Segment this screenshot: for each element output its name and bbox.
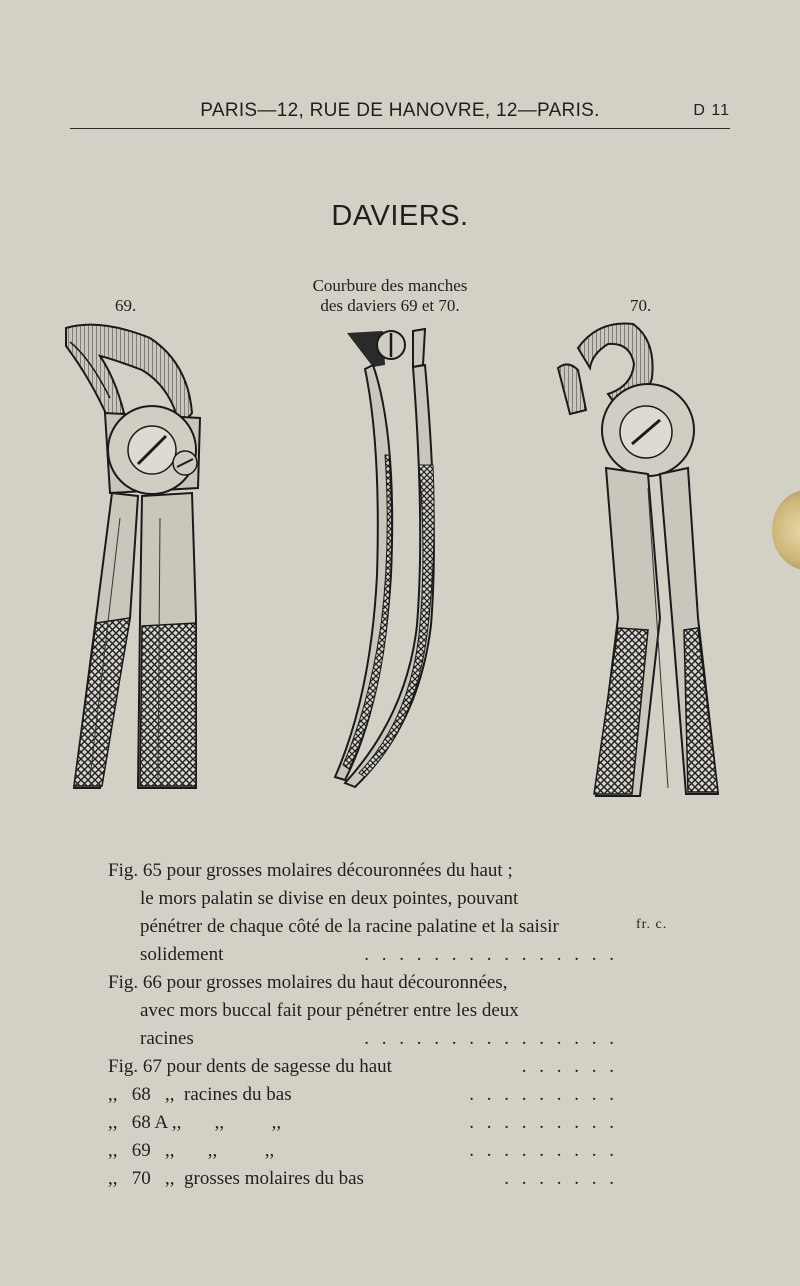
figure-number-69: 69. — [115, 296, 137, 315]
header-title: PARIS—12, RUE DE HANOVRE, 12—PARIS. — [200, 100, 600, 121]
figure-caption — [250, 276, 530, 316]
leader-dots: . . . . . . . . . — [469, 1112, 618, 1133]
list-item: ,, 68 A ,, ,, ,, . . . . . . . . . — [108, 1112, 618, 1133]
leader-dots: . . . . . . . . . . . . . . . — [364, 944, 618, 965]
page-reference: D 11 — [693, 102, 730, 119]
page-title: DAVIERS. — [331, 200, 469, 232]
list-item: ,, 69 ,, ,, ,, . . . . . . . . . — [108, 1140, 618, 1161]
list-item: Fig. 67 pour dents de sagesse du haut . . . . . . — [108, 1056, 618, 1077]
caption-line-2: des daviers 69 et 70. — [320, 296, 460, 315]
price-column-header: fr. c. — [636, 917, 668, 932]
caption-line-1: Courbure des manches — [312, 276, 468, 295]
list-item: Fig. 65 pour grosses molaires découronnées du haut ; — [108, 860, 513, 881]
leader-dots: . . . . . . . . . — [469, 1084, 618, 1105]
list-item: Fig. 66 pour grosses molaires du haut découronnées, — [108, 972, 508, 993]
leader-dots: . . . . . . . . . — [469, 1140, 618, 1161]
list-item: avec mors buccal fait pour pénétrer entre les deux — [140, 1000, 519, 1021]
thumb-index-tab — [772, 490, 800, 570]
leader-dots: . . . . . . — [521, 1056, 618, 1077]
leader-dots: . . . . . . . — [504, 1168, 618, 1189]
handle-curvature-illustration — [325, 325, 445, 790]
list-item: ,, 68 ,, racines du bas . . . . . . . . . — [108, 1084, 618, 1105]
list-item: le mors palatin se divise en deux pointes, pouvant — [140, 888, 519, 909]
running-header — [70, 98, 730, 129]
list-item: ,, 70 ,, grosses molaires du bas . . . . . . . — [108, 1168, 618, 1189]
list-item: solidement . . . . . . . . . . . . . . . — [140, 944, 618, 965]
forceps-69-illustration — [60, 318, 210, 793]
forceps-70-illustration — [548, 318, 728, 798]
list-item: pénétrer de chaque côté de la racine palatine et la saisir — [140, 916, 559, 937]
list-item: racines . . . . . . . . . . . . . . . — [140, 1028, 618, 1049]
figure-number-70: 70. — [630, 296, 652, 315]
leader-dots: . . . . . . . . . . . . . . . — [364, 1028, 618, 1049]
